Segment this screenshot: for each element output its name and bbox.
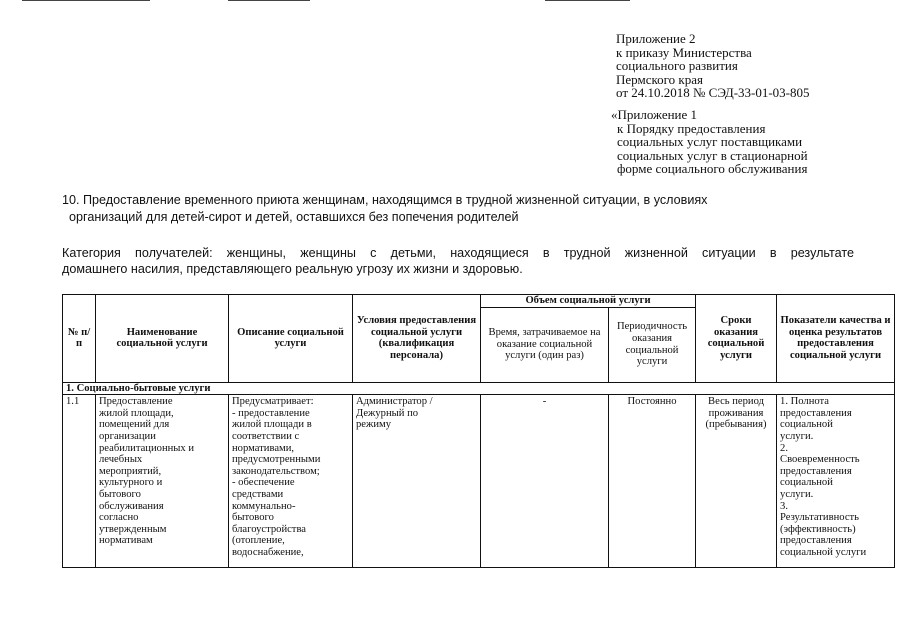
row-name-line: реабилитационных и bbox=[99, 442, 195, 454]
category-line-1: Категория получателей: женщины, женщины с детьми, находящиеся в трудной жизненной ситуации в результате bbox=[62, 246, 854, 260]
row-name-line: согласно bbox=[99, 512, 139, 524]
row-description-line: благоустройства bbox=[232, 523, 307, 535]
row-indicators-line: социальной bbox=[780, 419, 833, 431]
header-terms: Сроки оказания социальной услуги bbox=[696, 295, 777, 383]
recipient-category bbox=[62, 245, 854, 277]
row-description-line: предусмотренными bbox=[232, 454, 321, 466]
appendix-inner-line: социальных услуг в стационарной bbox=[617, 147, 808, 163]
header-num: № п/п bbox=[63, 295, 96, 383]
row-description-line: жилой площади в bbox=[232, 419, 312, 431]
row-indicators-line: Своевременность bbox=[780, 454, 860, 466]
row-description-line: (отопление, bbox=[232, 535, 285, 547]
appendix-line: Пермского края bbox=[616, 71, 703, 87]
row-conditions-line: режиму bbox=[356, 419, 391, 431]
row-indicators bbox=[777, 395, 895, 568]
scan-edge-line-middle bbox=[228, 0, 310, 1]
appendix-inner-line: «Приложение 1 bbox=[611, 107, 698, 122]
section-row bbox=[63, 382, 895, 395]
row-conditions-line: Дежурный по bbox=[356, 407, 419, 419]
appendix-line: к приказу Министерства bbox=[616, 44, 752, 60]
row-num: 1.1 bbox=[63, 395, 96, 568]
row-indicators-line: предоставления bbox=[780, 407, 852, 419]
header-name: Наименование социальной услуги bbox=[96, 295, 229, 383]
appendix-line: от 24.10.2018 № СЭД-33-01-03-805 bbox=[616, 85, 810, 100]
row-indicators-line: услуги. bbox=[780, 430, 814, 442]
heading-line-1: 10. Предоставление временного приюта женщинам, находящимся в трудной жизненной ситуации, в условиях bbox=[62, 193, 708, 207]
row-name-line: Предоставление bbox=[99, 396, 173, 408]
row-description-line: коммунально- bbox=[232, 500, 296, 512]
row-description-line: - предоставление bbox=[232, 407, 310, 419]
section-title: 1. Социально-бытовые услуги bbox=[63, 382, 895, 395]
header-conditions: Условия предоставления социальной услуги (квалификация персонала) bbox=[353, 295, 481, 383]
row-name-line: нормативам bbox=[99, 535, 153, 547]
row-description-line: - обеспечение bbox=[232, 477, 295, 489]
header-volume: Объем социальной услуги bbox=[481, 295, 696, 308]
row-name-line: бытового bbox=[99, 488, 141, 500]
header-indicators: Показатели качества и оценка результатов предоставления социальной услуги bbox=[777, 295, 895, 383]
row-name-line: помещений для bbox=[99, 419, 170, 431]
row-terms-line: (пребывания) bbox=[705, 419, 767, 431]
row-name-line: обслуживания bbox=[99, 500, 164, 512]
row-indicators-line: социальной bbox=[780, 477, 833, 489]
row-description-line: водоснабжение, bbox=[232, 546, 304, 558]
services-table bbox=[62, 294, 895, 568]
appendix-line: социального развития bbox=[616, 58, 738, 73]
scan-edge-line-left bbox=[22, 0, 150, 1]
scan-edge-line-right bbox=[545, 0, 630, 1]
row-terms-line: Весь период bbox=[708, 396, 764, 408]
row-terms bbox=[696, 395, 777, 568]
row-indicators-line: предоставления bbox=[780, 465, 852, 477]
appendix-header bbox=[616, 32, 896, 100]
row-name-line: мероприятий, bbox=[99, 465, 162, 477]
row-conditions-line: Администратор / bbox=[356, 396, 433, 408]
row-name-line: жилой площади, bbox=[99, 407, 174, 419]
row-name-line: утвержденным bbox=[99, 523, 167, 535]
row-terms-line: проживания bbox=[708, 407, 764, 419]
category-line-2: домашнего насилия, представляющего реальную угрозу их жизни и здоровью. bbox=[62, 262, 523, 276]
document-heading bbox=[62, 192, 862, 226]
header-description: Описание социальной услуги bbox=[229, 295, 353, 383]
row-description-line: бытового bbox=[232, 512, 274, 524]
row-name-line: лечебных bbox=[99, 454, 143, 466]
header-periodicity: Периодичность оказания социальной услуги bbox=[609, 307, 696, 382]
appendix-inner-line: к Порядку предоставления bbox=[617, 120, 766, 136]
header-time: Время, затрачиваемое на оказание социальной услуги (один раз) bbox=[481, 307, 609, 382]
heading-line-2: организаций для детей-сирот и детей, оставшихся без попечения родителей bbox=[69, 210, 519, 224]
row-conditions bbox=[353, 395, 481, 568]
appendix-line: Приложение 2 bbox=[616, 31, 696, 46]
row-periodicity: Постоянно bbox=[609, 395, 696, 568]
row-description bbox=[229, 395, 353, 568]
row-indicators-line: 1. Полнота bbox=[780, 396, 829, 408]
row-time: - bbox=[481, 395, 609, 568]
row-name-line: культурного и bbox=[99, 477, 163, 489]
row-name bbox=[96, 395, 229, 568]
row-description-line: соответствии с bbox=[232, 430, 300, 442]
row-name-line: организации bbox=[99, 430, 156, 442]
row-description-line: Предусматривает: bbox=[232, 396, 314, 408]
row-description-line: средствами bbox=[232, 488, 284, 500]
row-indicators-line: 2. bbox=[780, 442, 788, 454]
appendix-inner-line: социальных услуг поставщиками bbox=[617, 134, 803, 149]
appendix-inner-line: форме социального обслуживания bbox=[617, 161, 808, 176]
row-indicators-line: социальной услуги bbox=[780, 546, 867, 558]
row-indicators-line: 3. bbox=[780, 500, 788, 512]
row-indicators-line: услуги. bbox=[780, 488, 814, 500]
row-indicators-line: предоставления bbox=[780, 535, 852, 547]
appendix-inner-header bbox=[611, 108, 901, 176]
row-description-line: законодательством; bbox=[232, 465, 320, 477]
row-indicators-line: (эффективность) bbox=[780, 523, 856, 535]
row-description-line: нормативами, bbox=[232, 442, 295, 454]
row-indicators-line: Результативность bbox=[780, 512, 859, 524]
table-header-row bbox=[63, 295, 895, 308]
table-row bbox=[63, 395, 895, 568]
